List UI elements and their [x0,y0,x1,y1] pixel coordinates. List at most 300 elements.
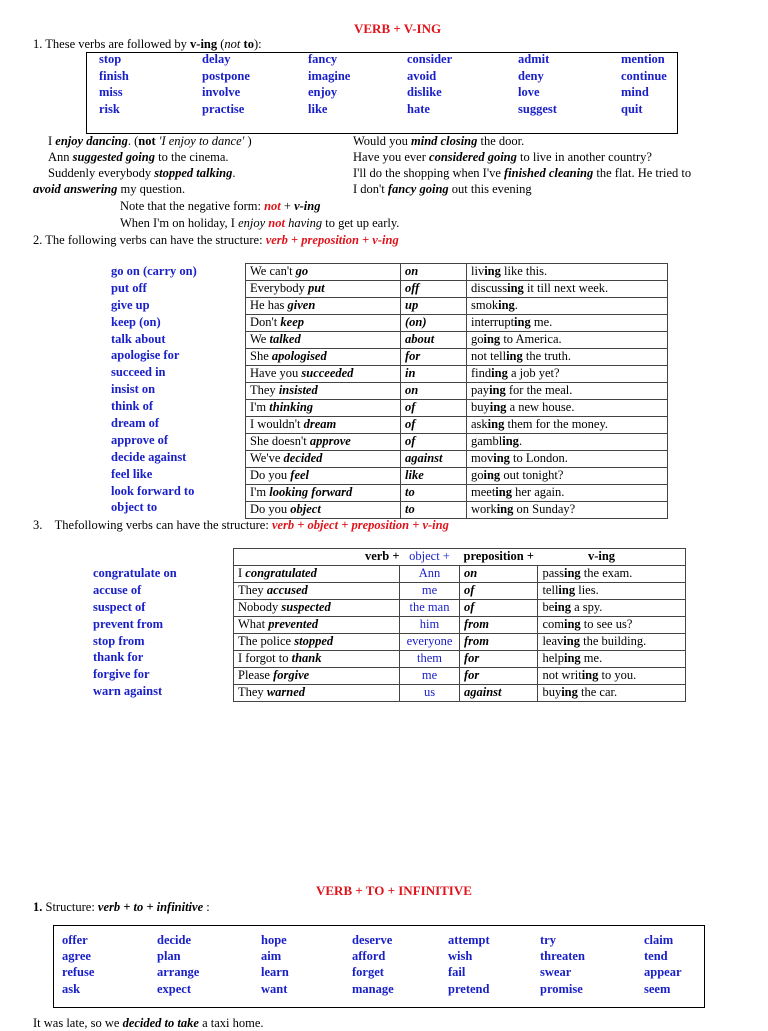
section-number: 1. [33,37,43,51]
cell-ving [538,600,686,617]
cell-preposition [401,383,467,400]
text-fragment [388,182,449,196]
table-row [246,383,668,400]
cell-text: me. [580,651,603,666]
cell-text: I [238,566,246,581]
prep-text: to [405,502,415,517]
verb-phrase: accuse of [93,582,142,597]
cell-text: work [471,502,497,517]
cell-ving [467,400,668,417]
ing-suffix: ing [489,383,506,398]
cell-subject [234,600,400,617]
cell-ving [538,583,686,600]
verb-item: stop [99,52,122,66]
cell-text: ask [471,417,488,432]
table-row [234,651,686,668]
prep-text: from [464,634,489,649]
text-fragment [460,549,538,566]
cell-ving [467,298,668,315]
cell-object: the man [400,600,460,617]
ing-suffix: ing [489,400,507,415]
verb-item: practise [202,101,245,116]
ing-suffix: ing [514,315,531,330]
verb-phrase: succeed in [111,365,166,380]
cell-text: pay [471,383,490,398]
example-line [48,135,252,149]
cell-verb-text: thank [291,651,322,666]
prep-text: of [405,434,416,449]
table-row [234,634,686,651]
text-fragment: not [268,216,285,230]
text-fragment: I'll do the shopping when I've [353,166,505,180]
verb-phrase: warn against [93,684,163,699]
verb-item: involve [202,85,241,99]
prep-text: for [405,349,421,364]
cell-text: on Sunday? [513,502,576,517]
cell-verb-text: warned [266,685,306,700]
verb-item: deny [518,68,544,83]
verb-item: tend [644,949,668,964]
cell-verb [304,417,337,431]
cell-text: I'm [250,400,270,415]
cell-text: Don't [250,315,281,330]
text-fragment: Structure: [45,900,98,914]
prep [405,332,434,346]
verb-phrase: look forward to [111,483,195,498]
cell-text: What [238,617,269,632]
cell-preposition [460,634,538,651]
cell-text: to America. [500,332,562,347]
verb-item: threaten [540,949,585,964]
cell-subject [246,502,401,519]
verb-phrase: apologise for [111,348,180,363]
text-fragment: not [264,199,281,213]
text-fragment: the door. [477,134,525,148]
cell-text: She [250,349,272,364]
text-fragment: Have you ever [353,150,430,164]
text-fragment: enjoy [238,216,266,230]
cell-verb-text: feel [290,468,310,483]
text-fragment [268,216,285,230]
cell-ving [538,668,686,685]
prep [405,383,418,397]
cell-preposition [401,434,467,451]
prep [405,281,419,295]
cell-text: the exam. [580,566,633,581]
cell-text: them for the money. [504,417,609,432]
prep-text: of [464,583,475,598]
cell-text: out tonight? [500,468,564,483]
verb-item: enjoy [308,85,338,99]
cell-verb [294,634,333,648]
note-line [120,217,399,231]
cell-preposition [401,298,467,315]
ing-suffix: ing [506,349,523,364]
cell-text: We [250,332,270,347]
verb-item: fancy [308,52,338,66]
cell-object: us [400,685,460,702]
verb-phrase: feel like [111,466,153,481]
cell-subject [234,668,400,685]
text-fragment: not [138,134,156,148]
cell-text: the car. [577,685,618,700]
cell-verb-text: object [290,502,321,517]
section-2-heading [33,234,399,248]
text-fragment: 2. [33,233,43,247]
text-fragment: . [232,166,236,180]
verb-phrase: go on (carry on) [111,264,197,278]
prep-text: on [405,383,419,398]
cell-text: Nobody [238,600,282,615]
text-fragment: having [284,216,323,230]
cell-object: me [400,668,460,685]
cell-object: Ann [400,566,460,583]
text-fragment: verb + preposition + v-ing [265,233,399,247]
cell-text: interrupt [471,315,515,330]
example-line [353,183,532,197]
text-fragment [123,1016,199,1030]
verb-item: aim [261,949,282,964]
table-row [246,349,668,366]
cell-subject [246,451,401,468]
verb-item: imagine [308,68,351,83]
verb-phrase: dream of [111,416,160,431]
cell-ving [467,468,668,485]
verb-phrase: congratulate on [93,566,177,580]
prep [464,651,479,665]
cell-text: smok [471,298,499,313]
section-4-heading [33,901,210,915]
cell-text: me. [530,315,553,330]
prep-text: about [405,332,435,347]
cell-verb [280,315,304,329]
cell-verb [268,617,318,631]
verb-item: decide [157,933,192,947]
example-line [33,183,185,197]
text-fragment [33,182,117,196]
cell-text: They [250,383,279,398]
prep-text: against [405,451,443,466]
prep [405,264,418,278]
cell-preposition [401,264,467,281]
text-fragment [429,150,517,164]
prep [405,366,415,380]
cell-subject [234,583,400,600]
cell-text: I wouldn't [250,417,304,432]
prep-text: for [464,651,480,666]
verb-grid-4 [62,934,704,999]
cell-text: go [471,332,484,347]
verb-item: delay [202,52,231,66]
cell-preposition [401,281,467,298]
text-fragment: 1. [33,900,43,914]
cell-text: find [471,366,492,381]
ing-suffix: ing [498,298,515,313]
cell-text: go [471,468,484,483]
cell-ving [467,451,668,468]
cell-text: Do you [250,502,291,517]
cell-verb-text: suspected [281,600,331,615]
prep-text: (on) [405,315,427,330]
text-fragment: considered going [429,150,517,164]
page-title-2: VERB + TO + INFINITIVE [316,883,472,898]
verb-phrase: object to [111,500,158,515]
verb-item: finish [99,68,129,83]
cell-text: for the meal. [505,383,573,398]
text-fragment: verb + [364,549,400,564]
verb-item: continue [621,68,667,83]
verb-item: hope [261,933,287,947]
ing-suffix: ing [496,502,514,517]
ing-suffix: ing [502,434,519,449]
text-fragment: Suddenly everybody [48,166,155,180]
verb-item: offer [62,933,88,947]
prep-text: from [464,617,489,632]
cell-object: everyone [400,634,460,651]
cell-text: not tell [471,349,507,364]
cell-text: a job yet? [507,366,560,381]
prep-text: of [464,600,475,615]
verb-item: learn [261,965,289,980]
cell-text: Everybody [250,281,308,296]
table-row [246,315,668,332]
text-fragment [264,199,281,213]
cell-text: . [518,434,523,449]
verb-item: agree [62,949,91,964]
cell-preposition [460,651,538,668]
verb-item: attempt [448,933,490,947]
prep-text: on [405,264,419,279]
example-line [353,167,691,181]
text-fragment: suggested going [72,150,155,164]
cell-verb [269,332,300,346]
ing-suffix: ing [563,617,581,632]
text-fragment [234,566,686,702]
text-fragment: Would you [353,134,412,148]
cell-verb-text: dream [303,417,337,432]
prep-text: to [405,485,415,500]
text-fragment: v-ing [294,199,321,213]
cell-ving [467,366,668,383]
verb-item: like [308,101,328,116]
verb-item: miss [99,85,123,99]
cell-verb-text: forgive [273,668,310,683]
cell-text: the building. [579,634,647,649]
text-fragment [55,134,128,148]
text-fragment: to the cinema. [154,150,229,164]
cell-subject [246,485,401,502]
note-line [120,200,320,214]
cell-verb-text: congratulated [245,566,317,581]
cell-verb [292,651,322,665]
cell-verb [288,298,316,312]
text-fragment: to live in another country? [516,150,652,164]
ing-suffix: ing [554,600,571,615]
verb-item: wish [448,949,473,964]
text-fragment: I [48,134,56,148]
table-row [246,485,668,502]
cell-text: buy [542,685,562,700]
cell-object: him [400,617,460,634]
cell-verb [281,600,330,614]
verb-item: expect [157,981,192,996]
verb-item: avoid [407,68,437,83]
cell-subject [246,417,401,434]
verb-list-3 [93,567,177,702]
cell-subject [246,298,401,315]
prep-text: in [405,366,416,381]
verb-grid-1 [99,53,681,119]
cell-preposition [401,332,467,349]
text-fragment: I don't [353,182,388,196]
cell-text: liv [471,264,485,279]
text-fragment [234,549,686,566]
text-fragment: fancy going [387,182,449,196]
section-3-heading [33,519,449,533]
cell-verb [245,566,317,580]
ing-suffix: ing [483,332,501,347]
verb-item: manage [352,981,394,996]
prep [464,634,489,648]
ing-suffix: ing [507,281,524,296]
verb-item: refuse [62,965,95,980]
verb-phrase: keep (on) [111,314,161,329]
ing-suffix: ing [581,668,599,683]
cell-preposition [401,468,467,485]
prep [464,617,489,631]
prep [405,485,415,499]
cell-verb-text: given [287,298,316,313]
section-1-heading [33,38,262,52]
text-fragment [504,166,593,180]
text-fragment: . ( [127,134,139,148]
verb-item: swear [540,965,572,980]
cell-text: . [514,298,518,313]
cell-text: like this. [500,264,548,279]
cell-verb [310,434,351,448]
text-fragment [73,150,155,164]
cell-verb-text: thinking [269,400,314,415]
verb-phrase: decide against [111,449,187,464]
cell-subject [246,434,401,451]
prep-text: of [405,417,416,432]
text-fragment [272,518,449,532]
verb-phrase: put off [111,280,147,295]
ing-suffix: ing [561,685,578,700]
ing-suffix: ing [487,417,505,432]
cell-text: gambl [471,434,503,449]
text-fragment: avoid answering [33,182,118,196]
cell-verb-text: decided [283,451,323,466]
cell-ving [538,617,686,634]
cell-text: leav [542,634,564,649]
verb-phrase: approve of [111,432,169,447]
prep-text: off [405,281,420,296]
cell-text: buy [471,400,490,415]
cell-preposition [401,502,467,519]
prep [405,502,415,516]
text-fragment: When I'm on holiday, I [120,216,239,230]
table-row [246,468,668,485]
verb-phrase: prevent from [93,616,164,631]
cell-verb [301,366,353,380]
cell-ving [467,434,668,451]
table-row [234,566,686,583]
example-line [353,151,652,165]
table-row [246,502,668,519]
cell-preposition [401,366,467,383]
verb-item: postpone [202,68,250,83]
table-row [246,298,668,315]
cell-verb-text: put [307,281,325,296]
verb-list-2 [111,265,197,518]
prep-text: on [464,566,478,581]
text-fragment [246,264,668,519]
cell-verb-text: looking forward [269,485,353,500]
table-row [246,281,668,298]
cell-verb [272,349,327,363]
cell-preposition [401,315,467,332]
text-fragment: mind closing [411,134,478,148]
verb-item: admit [518,52,550,66]
ing-suffix: ing [491,366,508,381]
cell-ving [467,485,668,502]
prep [405,417,415,431]
text-fragment: Note that the negative form: [120,199,265,213]
cell-subject [246,468,401,485]
cell-subject [234,617,400,634]
text-fragment: to get up early. [322,216,400,230]
verb-item: suggest [518,101,557,116]
verb-item: consider [407,52,453,66]
text-fragment: enjoy dancing [55,134,128,148]
cell-verb-text: apologised [271,349,327,364]
verb-item: afford [352,949,386,964]
cell-subject [246,281,401,298]
prep [405,468,424,482]
cell-verb-text: succeeded [301,366,354,381]
table-row [246,366,668,383]
ing-suffix: ing [563,566,581,581]
text-fragment: ) [247,134,252,148]
verb-item: quit [621,101,643,116]
cell-verb [269,485,352,499]
verb-item: appear [644,965,682,980]
text-fragment [411,134,477,148]
text-fragment: finished cleaning [504,166,594,180]
cell-text: The police [238,634,295,649]
verb-phrase: insist on [111,382,156,397]
prep [405,315,427,329]
table-row [234,600,686,617]
prep [464,583,474,597]
ing-suffix: ing [484,264,501,279]
cell-text: Do you [250,468,291,483]
text-fragment: decided to take [122,1016,199,1030]
ing-suffix: ing [495,485,512,500]
text-fragment [266,233,399,247]
cell-preposition [460,583,538,600]
prep-text: against [464,685,502,700]
cell-verb [296,264,309,278]
ing-suffix: ing [493,451,510,466]
cell-text: We've [250,451,284,466]
cell-preposition [460,668,538,685]
verb-item: love [518,85,540,99]
cell-ving [467,349,668,366]
example-line [48,167,236,181]
verb-item: mention [621,52,665,66]
